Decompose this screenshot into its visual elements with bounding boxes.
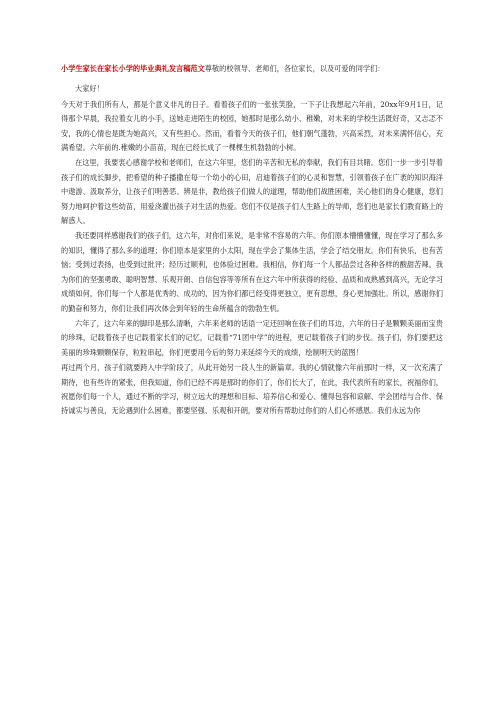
paragraph-3: 我还要同样感谢我们的孩子们，这六年，对你们来说，是非常不容易的六年。你们原本懵懵懂懂，现在学习了那么多的知识，懂得了那么多的道理；你们原本是家里的小太阳，现在学会了集体生活，学会了结交朋友。你们有快乐，也有苦恼；受到过表扬，也受到过批评；经历过顺利，也体验过困难。我相信，你们每一个人都品尝过各种各样的酸甜苦辣。我为你们的坚强勇敢、聪明智慧、乐观开朗、自信包容等等所有在这六年中所获得的经验、品质和成熟感到高兴，无论学习成绩如何，你们每一个人都是优秀的、成功的，因为你们都已经变得更独立，更有思想，身心更加强壮。所以，感谢你们的勤奋和努力，你们让我们再次体会到年轻的生命所蕴含的勃勃生机。 [61, 231, 443, 313]
paragraph-1: 今天对于我们所有人，都是个意义非凡的日子。看着孩子们的一张张笑脸，一下子让我想起六年前，20xx年9月1日，记得那个早晨，我拉着女儿的小手，送她走进陌生的校园，她那时是那么幼小、稚嫩，对未来的学校生活既好奇，又忐忑不安，我的心情也是既为她高兴，又有些担心。然而，看着今天的孩子们，他们朝气蓬勃，兴高采烈，对未来满怀信心，充满希望。六年前的.稚嫩的小苗苗，现在已经长成了一棵棵生机勃勃的小树。 [61, 99, 443, 153]
greeting: 大家好！ [75, 84, 104, 94]
salutation: 尊敬的校领导、老师们，各位家长，以及可爱的同学们： [204, 64, 385, 73]
paragraph-2: 在这里，我要衷心感谢学校和老师们，在这六年里，您们的辛苦和无私的奉献，我们有目共睹。您们一步一步引导着孩子们的成长脚步，把希望的种子播撒在每一个幼小的心田，启迪着孩子们的心灵和智慧，引领着孩子在广袤的知识海洋中遨游、汲取养分，让孩子们明善恶、辨是非，教给孩子们做人的道理，帮助他们战胜困难，关心他们的身心健康，您们努力地呵护着这些幼苗，用爱浇灌出孩子对生活的热爱。您们不仅是孩子们人生路上的导师，您们也是家长们教育路上的解惑人。 [61, 158, 443, 226]
document-body [61, 62, 443, 419]
paragraph-5: 再过两个月，孩子们就要跨入中学阶段了，从此开始另一段人生的新篇章。我的心情就像六年前那时一样，又一次充满了期待，也有些许的紧张，但我知道，你们已经不再是那时的你们了，你们长大了，在此，我代表所有的家长，祝福你们，祝愿你们每一个人，通过不断的学习，树立远大的理想和目标、培养信心和爱心、懂得包容和谅解、学会团结与合作、保持诚实与善良，无论遇到什么困难，都要坚强、乐观和开朗，要对所有帮助过你们的人们心怀感恩。我们永远为你 [61, 363, 443, 416]
paragraph-4: 六年了，这六年来的脚印是那么清晰，六年来老师的话语一定还回响在孩子们的耳边，六年的日子是颗颗美丽而宝贵的珍珠，记载着孩子也记载着家长们的记忆，记载着“71团中学”的进程，更记载着孩子们的步伐。孩子们，你们要把这美丽的珍珠颗颗保存，粒粒串起，你们更要用今后的努力来延续今天的成绩，绘制明天的蓝图！ [61, 318, 443, 357]
document-title: 小学生家长在家长小学的毕业典礼发言稿范文 [61, 64, 205, 73]
title-line [61, 62, 443, 76]
